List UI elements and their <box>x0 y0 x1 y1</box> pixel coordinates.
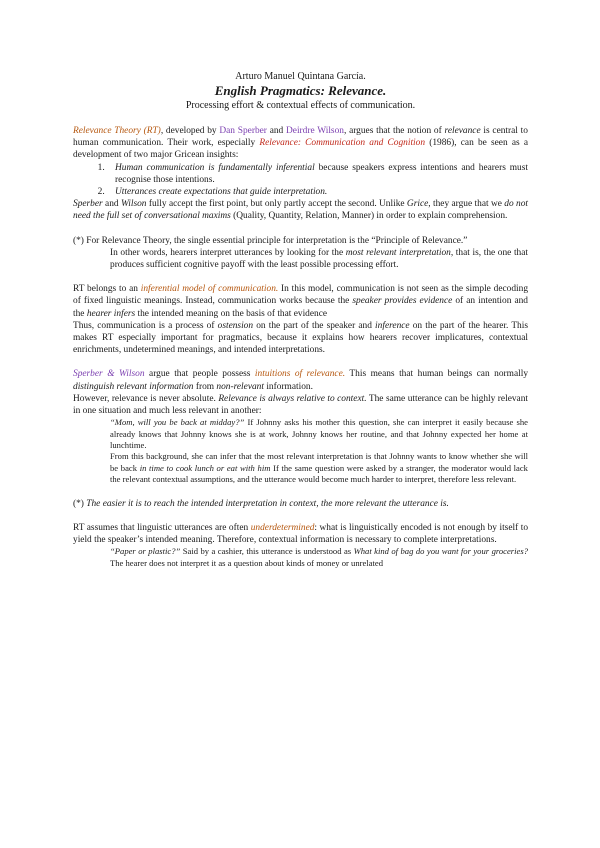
text: argue that people possess <box>144 369 255 380</box>
text: (Quality, Quantity, Relation, Manner) in order to explain comprehension. <box>230 211 508 222</box>
text: However, relevance is never absolute. <box>73 393 219 404</box>
emphasis: most relevant interpretation <box>345 247 451 258</box>
text: From this background, she can infer that the most relevant interpretation is that Johnny wants to know whether she will be back <box>110 451 528 473</box>
term-underdetermined: underdetermined <box>250 522 315 533</box>
text: Thus, communication is a process of <box>73 320 218 331</box>
emphasis: What kind of bag do you want for your groceries? <box>353 546 528 557</box>
text: RT belongs to an <box>73 284 141 295</box>
name: Grice <box>406 199 429 210</box>
paragraph-underdetermined <box>73 522 528 546</box>
list-item-emphasis: Human communication is fundamentally inferential <box>115 162 315 173</box>
book-title: Relevance: Communication and Cognition <box>259 138 426 149</box>
paragraph-principle-summary <box>73 498 528 510</box>
asterisk-marker: (*) <box>73 498 87 509</box>
text: (1986), can be seen as a development of two major Gricean insights: <box>73 138 528 161</box>
emphasis: do not need the full set of conversational maxims <box>73 199 528 222</box>
text: , developed by <box>160 126 220 136</box>
emphasis: non-relevant <box>216 381 264 392</box>
author-name: Arturo Manuel Quintana García. <box>235 71 366 82</box>
term-rt: Relevance Theory (RT) <box>73 126 161 136</box>
text: RT assumes that linguistic utterances are often <box>73 522 251 533</box>
emphasis: ostension <box>217 320 254 331</box>
text: information. <box>263 381 313 392</box>
name-wilson: Deirdre Wilson <box>286 126 344 136</box>
text: In other words, hearers interpret utterances by looking for the <box>110 247 346 258</box>
text: the intended meaning on the basis of that evidence <box>135 308 328 319</box>
example-johnny <box>73 417 528 451</box>
document-subtitle: Processing effort & contextual effects of communication. <box>185 100 416 111</box>
paragraph-context <box>73 393 528 417</box>
list-item-text: because speakers express intentions and hearers must recognise those intentions. <box>115 162 528 185</box>
text: on the part of the speaker and <box>253 320 376 331</box>
text: , argues that the notion of <box>343 126 445 136</box>
term-relevance: relevance <box>444 126 481 136</box>
emphasis: The easier it is to reach the intended interpretation in context, the more relevant the utterance is. <box>86 498 449 509</box>
text: This means that human beings can normally <box>345 369 529 380</box>
emphasis: in time to cook lunch or eat with him <box>139 462 271 473</box>
text: Said by a cashier, this utterance is understood as <box>180 546 354 557</box>
text: on the part of the hearer. This makes RT especially important for pragmatics, because it explains how hearers recover implicatures, contextual enrichments, undetermined meanings, and intended interpretations. <box>73 320 528 356</box>
term-intuitions: intuitions of relevance. <box>254 369 346 380</box>
name: Sperber <box>73 199 103 210</box>
text: of an intention and the <box>73 296 528 319</box>
paragraph-ostension <box>73 320 528 357</box>
term-inferential-model: inferential model of communication. <box>140 284 279 295</box>
paragraph-sperber-wilson <box>73 198 528 222</box>
text: from <box>193 381 217 392</box>
paragraph-principle: (*) For Relevance Theory, the single essential principle for interpretation is the “Principle of Relevance.” <box>73 235 468 246</box>
name-sperber: Dan Sperber <box>219 126 267 136</box>
paragraph-intuitions <box>73 368 528 392</box>
document-page <box>73 70 528 569</box>
emphasis: Relevance is always relative to context. <box>218 393 367 404</box>
text: The hearer does not interpret it as a question about kinds of money or unrelated <box>110 557 384 568</box>
list-item <box>107 186 528 198</box>
example-paper-plastic <box>73 546 528 569</box>
text: is central to human communication. Their work, especially <box>73 126 528 149</box>
example-quote: “Paper or plastic?” <box>110 546 181 557</box>
text: fully accept the first point, but only partly accept the second. Unlike <box>146 199 407 210</box>
name-sperber-wilson: Sperber & Wilson <box>73 369 145 380</box>
paragraph-principle-detail <box>73 247 528 271</box>
gricean-insights-list <box>73 162 528 199</box>
list-item-emphasis: Utterances create expectations that guide interpretation. <box>115 187 328 198</box>
text: If Johnny asks his mother this question, she can interpret it easily because she already knows that Johnny knows she is at work, Johnny knows her routine, and that Johnny expected her home at lunchtime. <box>110 417 528 451</box>
example-quote: “Mom, will you be back at midday?” <box>110 417 245 428</box>
text: The same utterance can be highly relevant in one situation and much less relevant in another: <box>73 393 528 417</box>
paragraph-inferential-model <box>73 283 528 320</box>
example-johnny-inference <box>73 451 528 485</box>
text: In this model, communication is not seen as the simple decoding of fixed linguistic meanings. Instead, communication works because the <box>73 284 529 307</box>
text: , that is, the one that produces sufficient cognitive payoff with the least possible processing effort. <box>110 247 529 271</box>
paragraph-intro <box>73 125 528 162</box>
emphasis: hearer infers <box>86 308 136 319</box>
name: Wilson <box>120 199 147 210</box>
list-item <box>107 162 528 186</box>
text: : what is linguistically encoded is not enough by itself to yield the speaker’s intended meaning. Therefore, contextual information is necessary to complete interpretations. <box>73 522 529 546</box>
text: , they argue that we <box>428 199 505 210</box>
document-title: English Pragmatics: Relevance. <box>214 83 387 98</box>
emphasis: speaker provides evidence <box>352 296 453 307</box>
text: and <box>102 199 121 210</box>
text: and <box>266 126 287 136</box>
emphasis: inference <box>375 320 410 331</box>
text: If the same question were asked by a stranger, the moderator would lack the relevant contextual assumptions, and the utterance would become much harder to interpret, therefore less relevant. <box>110 462 528 485</box>
emphasis: distinguish relevant information <box>73 381 194 392</box>
